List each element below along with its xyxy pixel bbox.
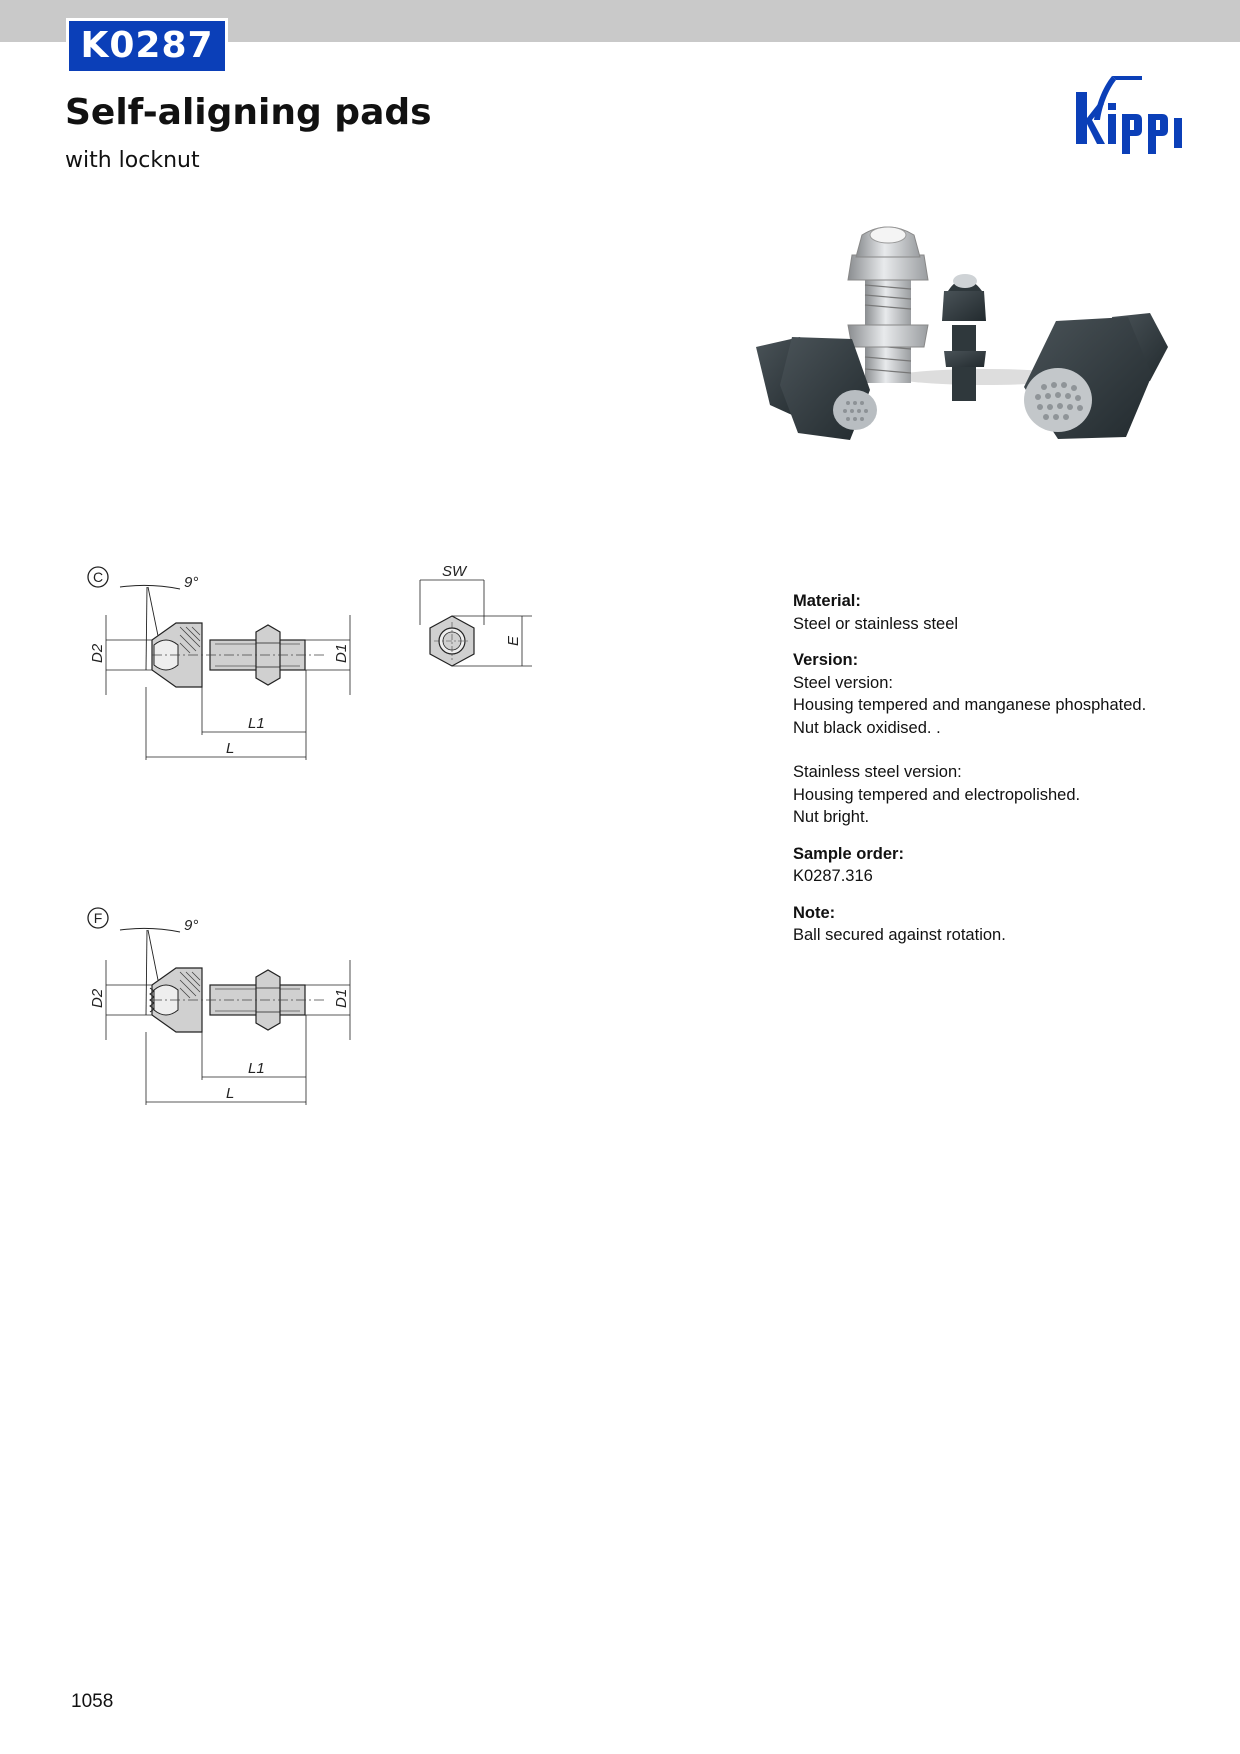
- kipp-logo: [1072, 74, 1188, 162]
- variant-f-angle: 9°: [184, 917, 199, 934]
- variant-f-d1: D1: [333, 988, 350, 1008]
- variant-c-d1: D1: [333, 643, 350, 663]
- variant-f-label: F: [93, 910, 103, 926]
- end-view-sw: SW: [442, 563, 467, 580]
- sample-order-block: [793, 843, 1193, 888]
- material-label: Material:: [793, 592, 861, 610]
- sample-order-code: K0287.316: [793, 867, 873, 885]
- steel-version-nut: Nut black oxidised. .: [793, 718, 941, 737]
- article-code-badge: K0287: [66, 18, 228, 74]
- drawing-end-view: [410, 560, 560, 700]
- note-text: Ball secured against rotation.: [793, 926, 1006, 944]
- stainless-version-housing: Housing tempered and electropolished.: [793, 785, 1081, 804]
- drawing-variant-f: [80, 900, 380, 1120]
- stainless-version-heading: Stainless steel version:: [793, 763, 962, 781]
- variant-c-d2: D2: [89, 643, 106, 663]
- version-block: [793, 649, 1193, 829]
- variant-f-d2: D2: [89, 988, 106, 1008]
- end-view-e: E: [505, 635, 522, 646]
- note-label: Note:: [793, 903, 836, 922]
- steel-version-heading: Steel version:: [793, 673, 893, 692]
- material-block: [793, 590, 1193, 635]
- variant-c-angle: 9°: [184, 574, 199, 591]
- material-text: Steel or stainless steel: [793, 614, 959, 633]
- steel-version-housing: Housing tempered and manganese phosphated.: [793, 696, 1147, 714]
- page-subtitle: with locknut: [65, 148, 200, 173]
- page-title: Self-aligning pads: [65, 92, 432, 133]
- stainless-version-nut: Nut bright.: [793, 808, 870, 826]
- specifications: [793, 590, 1193, 961]
- variant-f-l1: L1: [248, 1060, 265, 1077]
- variant-c-l1: L1: [248, 715, 265, 732]
- variant-c-l: L: [226, 740, 235, 757]
- note-block: [793, 902, 1193, 947]
- product-photo: [740, 225, 1180, 490]
- version-label: Version:: [793, 651, 859, 669]
- variant-c-label: C: [92, 569, 104, 585]
- page-number: 1058: [71, 1691, 114, 1712]
- variant-f-l: L: [226, 1085, 235, 1102]
- drawing-variant-c: [80, 555, 380, 775]
- sample-order-label: Sample order:: [793, 844, 904, 863]
